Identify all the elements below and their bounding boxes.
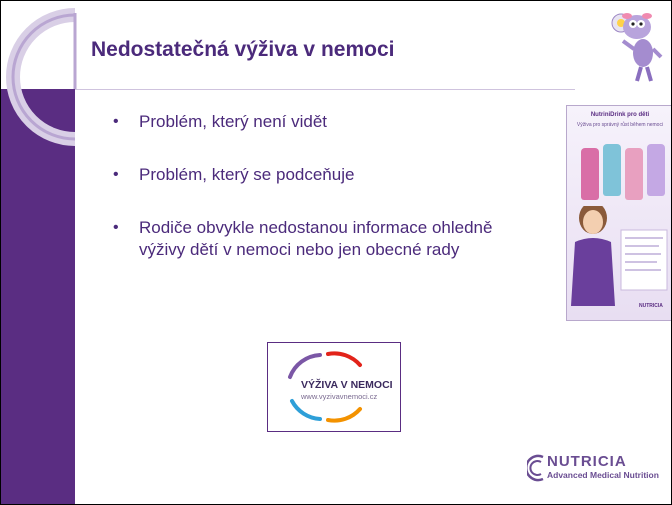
bullet-text: Rodiče obvykle nedostanou informace ohledně výživy dětí v nemoci nebo jen obecné rady [139,218,493,259]
product-leaflet-image [566,105,672,321]
list-item [113,217,533,261]
bullet-text: Problém, který se podceňuje [139,165,355,184]
company-subtitle: Advanced Medical Nutrition [547,470,659,480]
leaflet-footer-brand: NUTRICIA [639,303,663,309]
bullet-dot-icon: • [113,166,119,183]
campaign-logo-title: VÝŽIVA V NEMOCI [301,379,393,391]
company-name: NUTRICIA [547,453,627,470]
list-item [113,164,533,186]
campaign-logo [267,342,401,432]
bullet-list [113,111,533,261]
bottle-icon [647,144,665,196]
slide-title: Nedostatečná výživa v nemoci [91,38,395,61]
bullet-dot-icon: • [113,219,119,236]
bottle-icon [581,148,599,200]
title-divider [75,89,575,90]
bottle-icon [625,148,643,200]
bullet-dot-icon: • [113,113,119,130]
leaflet-tagline: Výživa pro správný růst během nemoci [576,122,664,128]
bullet-text: Problém, který není vidět [139,112,328,131]
bottle-icon [603,144,621,196]
nutricia-emblem-icon [527,453,547,483]
leaflet-brand: NutriniDrink pro děti [590,112,650,118]
company-logo [527,451,671,487]
list-item [113,111,533,133]
campaign-logo-url: www.vyzivavnemoci.cz [301,392,378,401]
cartoon-mascot-icon [601,5,667,85]
